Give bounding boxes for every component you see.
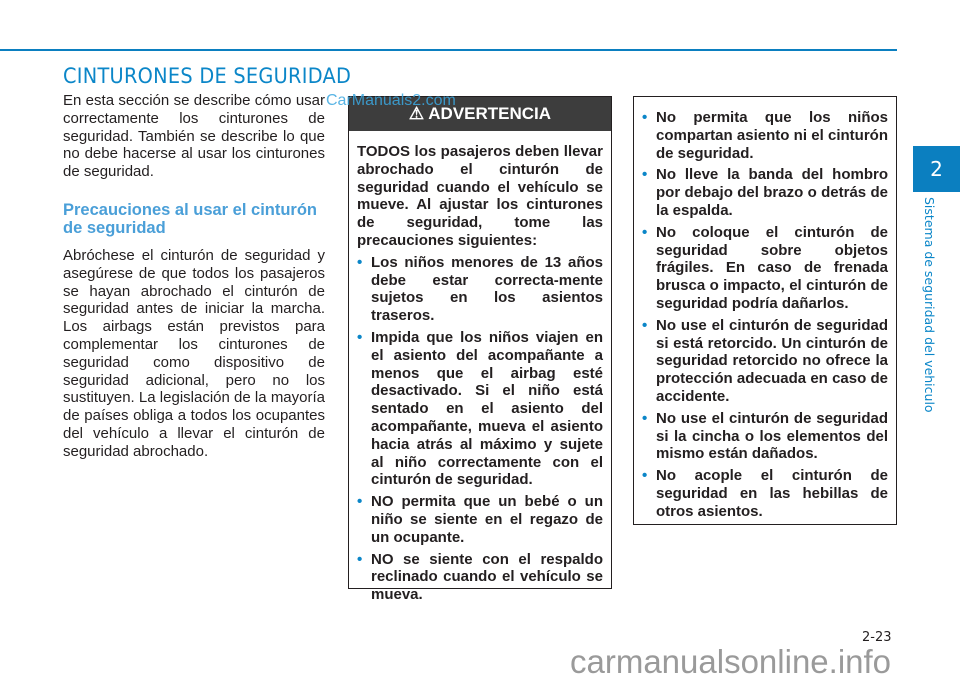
warning-item: • No use el cinturón de seguridad si está retorcido. Un cinturón de seguridad retorcido no ofrece la protección adecuada en caso de accidente. bbox=[642, 316, 888, 405]
chapter-title: Sistema de seguridad del vehiculo bbox=[922, 197, 937, 413]
chapter-tab: 2 bbox=[913, 146, 960, 192]
body-paragraph: Abróchese el cinturón de seguridad y asegúrese de que todos los pasajeros se hayan abrochado el cinturón de seguridad antes de iniciar la marcha. Los airbags están previstos para complementar los cinturones de seguridad como dispositivo de seguridad adicional, pero no los sustituyen. La legislación de la mayoría de países obliga a todos los ocupantes del vehículo a llevar el cinturón de seguridad abrochado. bbox=[63, 246, 325, 460]
bullet-icon: • bbox=[642, 166, 648, 184]
header-rule bbox=[0, 49, 897, 51]
warning-item: • No use el cinturón de seguridad si la cincha o los elementos del mismo están dañados. bbox=[642, 409, 888, 463]
bullet-icon: • bbox=[357, 253, 363, 271]
warning-intro: TODOS los pasajeros deben llevar abrochado el cinturón de seguridad cuando el vehículo se mueve. Al ajustar los cinturones de seguridad, tome las precauciones siguientes: bbox=[357, 143, 603, 249]
warning-triangle-icon: ⚠ bbox=[408, 104, 425, 123]
intro-paragraph: En esta sección se describe cómo usar correctamente los cinturones de seguridad. También se describe lo que no debe hacerse al usar los cinturones de seguridad. bbox=[63, 92, 325, 181]
page-title: CINTURONES DE SEGURIDAD bbox=[63, 64, 352, 88]
warning-label: ADVERTENCIA bbox=[428, 104, 552, 123]
warning-item: • No coloque el cinturón de seguridad sobre objetos frágiles. En caso de frenada brusca o impacto, el cinturón de seguridad podría dañarlos. bbox=[642, 223, 888, 312]
watermark-top: CarManuals2.com bbox=[326, 92, 456, 109]
warning-item: • No permita que los niños compartan asiento ni el cinturón de seguridad. bbox=[642, 109, 888, 162]
warning-item: • NO permita que un bebé o un niño se siente en el regazo de un ocupante. bbox=[357, 493, 603, 546]
left-column bbox=[63, 92, 325, 461]
warning-item: • Impida que los niños viajen en el asiento del acompañante a menos que el airbag esté desactivado. Si el niño está sentado en el asiento del acompañante, mueva el asiento hacia atrás al máximo y sujete al niño correctamente con el cinturón de seguridad. bbox=[357, 328, 603, 489]
bullet-icon: • bbox=[357, 550, 363, 568]
bullet-icon: • bbox=[357, 493, 363, 511]
bullet-icon: • bbox=[642, 316, 648, 334]
section-subtitle: Precauciones al usar el cinturón de seguridad bbox=[63, 200, 318, 237]
bullet-icon: • bbox=[642, 109, 648, 126]
warning-continued-box bbox=[633, 96, 897, 525]
warning-item: • No lleve la banda del hombro por debajo del brazo o detrás de la espalda. bbox=[642, 166, 888, 219]
bullet-icon: • bbox=[357, 328, 363, 346]
bullet-icon: • bbox=[642, 409, 648, 427]
page-number: 2-23 bbox=[862, 630, 892, 645]
watermark-bottom: carmanualsonline.info bbox=[570, 643, 892, 677]
bullet-icon: • bbox=[642, 467, 648, 485]
bullet-icon: • bbox=[642, 223, 648, 241]
warning-item: • Los niños menores de 13 años debe estar correcta-mente sujetos en los asientos traseros. bbox=[357, 253, 603, 325]
warning-item: • No acople el cinturón de seguridad en las hebillas de otros asientos. bbox=[642, 467, 888, 520]
warning-box bbox=[348, 96, 612, 604]
warning-item: • NO se siente con el respaldo reclinado cuando el vehículo se mueva. bbox=[357, 550, 603, 604]
